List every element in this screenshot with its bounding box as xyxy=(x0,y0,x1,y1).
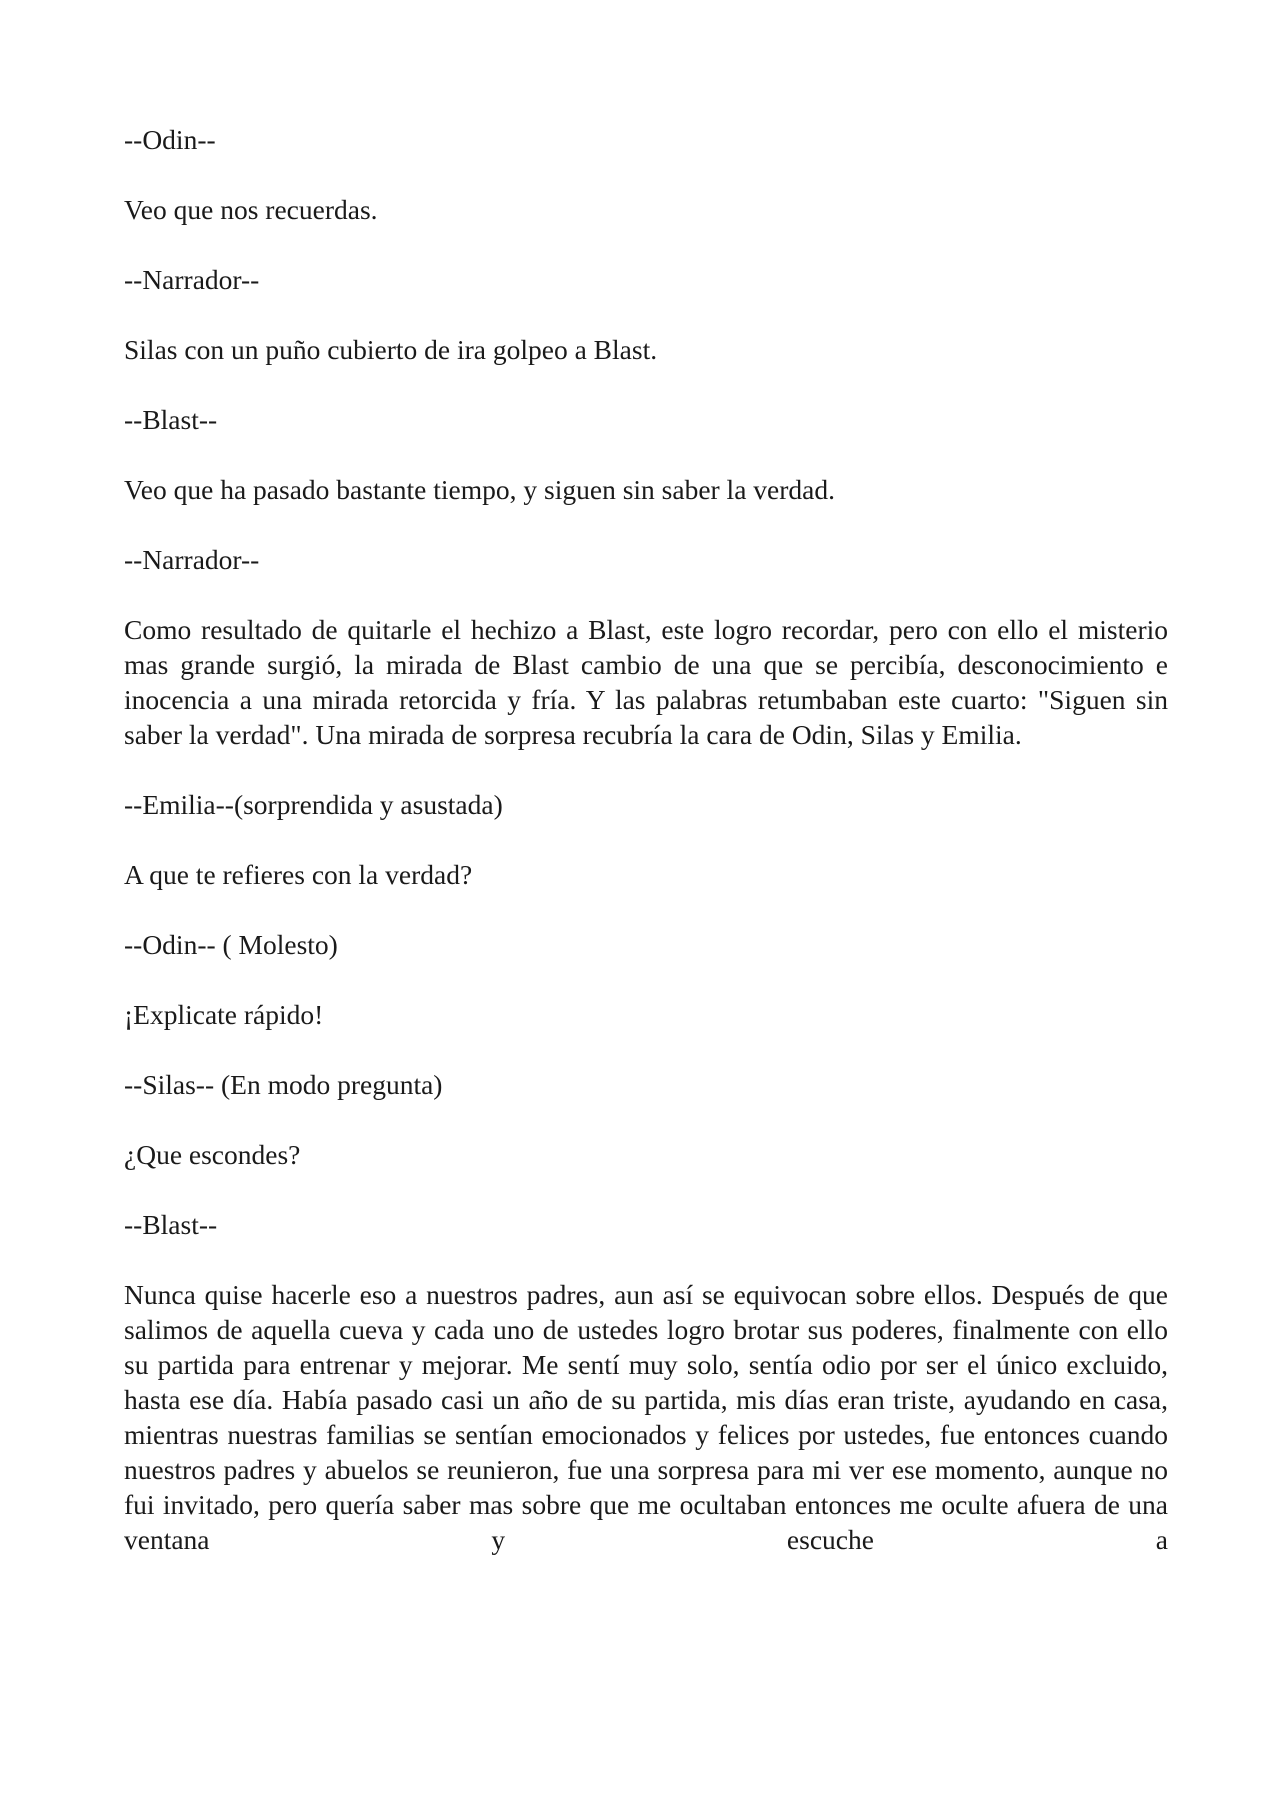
document-page xyxy=(124,122,1168,1557)
speaker-tag-odin: --Odin-- ( Molesto) xyxy=(124,929,338,960)
dialogue-line: Veo que ha pasado bastante tiempo, y siguen sin saber la verdad. xyxy=(124,474,835,505)
speaker-tag-blast: --Blast-- xyxy=(124,404,218,435)
speaker-tag-odin: --Odin-- xyxy=(124,124,216,155)
speaker-tag-narrador: --Narrador-- xyxy=(124,264,260,295)
speaker-tag-emilia: --Emilia--(sorprendida y asustada) xyxy=(124,789,503,820)
dialogue-line: Veo que nos recuerdas. xyxy=(124,194,378,225)
speaker-tag-blast: --Blast-- xyxy=(124,1209,218,1240)
narration-paragraph: Como resultado de quitarle el hechizo a Blast, este logro recordar, pero con ello el misterio mas grande surgió, la mirada de Blast cambio de una que se percibía, desconocimiento e inocencia a una mirada retorcida y fría. Y las palabras retumbaban este cuarto: "Siguen sin saber la verdad". Una mirada de sorpresa recubría la cara de Odin, Silas y Emilia. xyxy=(124,614,1168,750)
dialogue-line: ¿Que escondes? xyxy=(124,1139,301,1170)
dialogue-line: ¡Explicate rápido! xyxy=(124,999,324,1030)
dialogue-line: A que te refieres con la verdad? xyxy=(124,859,473,890)
narration-paragraph: Nunca quise hacerle eso a nuestros padres, aun así se equivocan sobre ellos. Después de que salimos de aquella cueva y cada uno de ustedes logro brotar sus poderes, finalmente con ello su partida para entrenar y mejorar. Me sentí muy solo, sentía odio por ser el único excluido, hasta ese día. Había pasado casi un año de su partida, mis días eran triste, ayudando en casa, mientras nuestras familias se sentían emocionados y felices por ustedes, fue entonces cuando nuestros padres y abuelos se reunieron, fue una sorpresa para mi ver ese momento, aunque no fui invitado, pero quería saber mas sobre que me ocultaban entonces me oculte afuera de una ventana y escuche a xyxy=(124,1279,1168,1555)
speaker-tag-silas: --Silas-- (En modo pregunta) xyxy=(124,1069,443,1100)
speaker-tag-narrador: --Narrador-- xyxy=(124,544,260,575)
narration-line: Silas con un puño cubierto de ira golpeo a Blast. xyxy=(124,334,658,365)
